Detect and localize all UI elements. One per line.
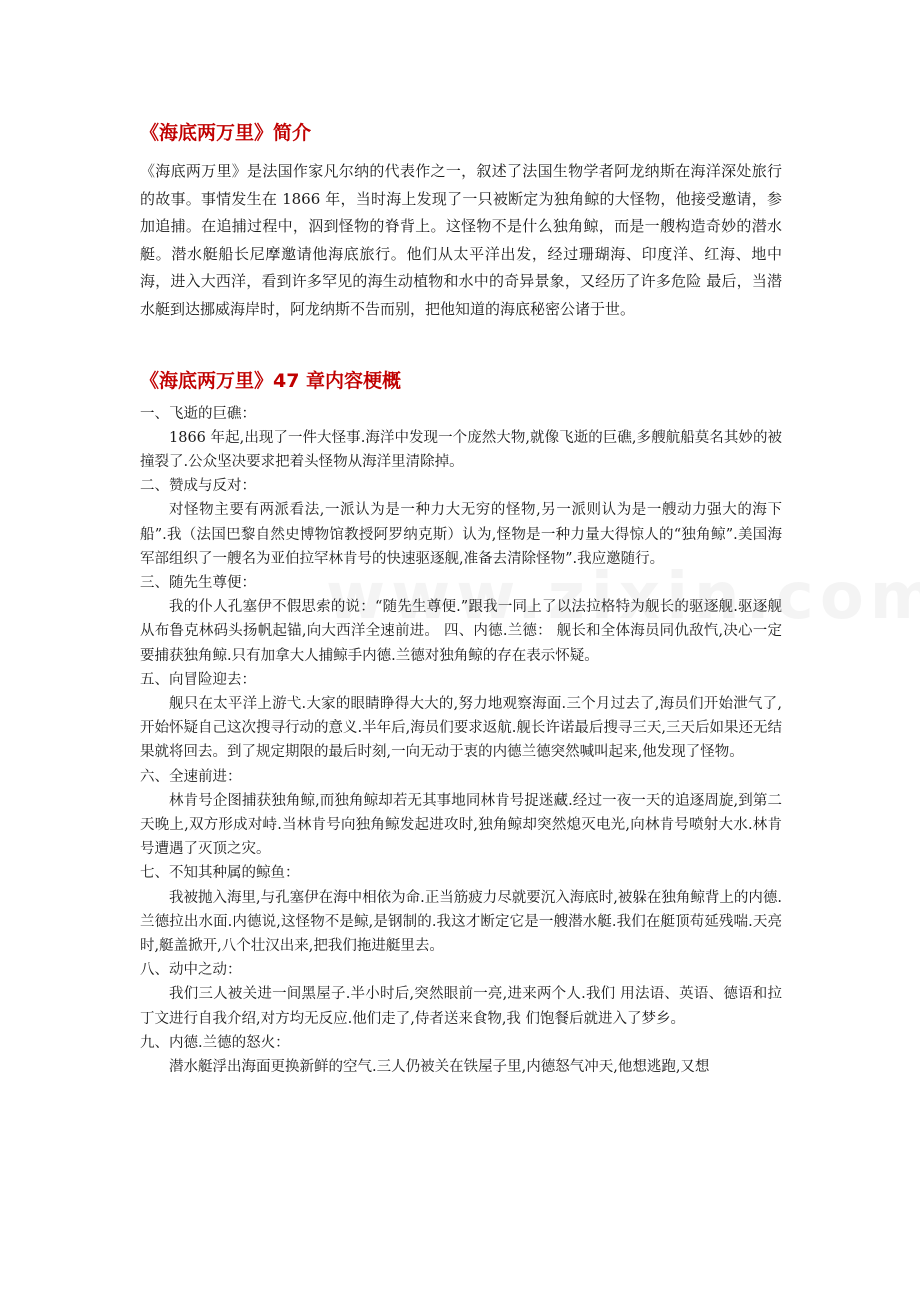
chapter-body: 我被抛入海里,与孔塞伊在海中相依为命.正当筋疲力尽就要沉入海底时,被躲在独角鲸背上的内德.兰德拉出水面.内德说,这怪物不是鲸,是钢制的.我这才断定它是一艘潜水艇.我们在艇顶苟延残喘.天亮时,艇盖掀开,八个壮汉出来,把我们拖进艇里去。 [140,889,782,955]
chapter-list [140,402,782,1080]
chapter-body: 林肯号企图捕获独角鲸,而独角鲸却若无其事地同林肯号捉迷藏.经过一夜一天的追逐周旋,到第二天晚上,双方形成对峙.当林肯号向独角鲸发起进攻时,独角鲸却突然熄灭电光,向林肯号喷射大水.林肯号遭遇了灭顶之灾。 [140,792,782,858]
chapter-title: 二、赞成与反对： [140,478,256,495]
chapter-title: 六、全速前进： [140,768,242,785]
chapter-body: 我的仆人孔塞伊不假思索的说：“随先生尊便.”跟我一同上了以法拉格特为舰长的驱逐舰.驱逐舰从布鲁克林码头扬帆起锚,向大西洋全速前进。 四、内德.兰德： 舰长和全体海员同仇敌忾,决心一定要捕获独角鲸.只有加拿大人捕鲸手内德.兰德对独角鲸的存在表示怀疑。 [140,599,782,664]
chapter-body: 对怪物主要有两派看法,一派认为是一种力大无穷的怪物,另一派则认为是一艘动力强大的海下船”.我（法国巴黎自然史博物馆教授阿罗纳克斯）认为,怪物是一种力量大得惊人的“独角鲸”.美国海军部组织了一艘名为亚伯拉罕林肯号的快速驱逐舰,准备去清除怪物”.我应邀随行。 [140,502,782,567]
summary-heading: 《海底两万里》47 章内容梗概 [140,369,402,392]
intro-heading: 《海底两万里》简介 [140,122,312,144]
chapter-body: 我们三人被关进一间黑屋子.半小时后,突然眼前一亮,进来两个人.我们 用法语、英语、德语和拉丁文进行自我介绍,对方均无反应.他们走了,侍者送来食物,我 们饱餐后就进入了梦乡。 [140,986,782,1027]
chapter-title: 五、向冒险迎去： [140,671,256,688]
chapter-body: 1866 年起,出现了一件大怪事.海洋中发现一个庞然大物,就像飞逝的巨礁,多艘航船莫名其妙的被撞裂了.公众坚决要求把着头怪物从海洋里清除掉。 [140,429,782,470]
chapter-title: 三、随先生尊便： [140,574,256,591]
document-page [140,118,782,1079]
chapter-title: 一、飞逝的巨礁： [140,405,256,422]
chapter-body: 潜水艇浮出海面更换新鲜的空气.三人仍被关在铁屋子里,内德怒气冲天,他想逃跑,又想 [169,1059,710,1076]
chapter-title: 七、不知其种属的鲸鱼： [140,865,300,882]
chapter-title: 九、内德.兰德的怒火： [140,1034,290,1051]
chapter-body: 舰只在太平洋上游弋.大家的眼睛睁得大大的,努力地观察海面.三个月过去了,海员们开始泄气了,开始怀疑自己这次搜寻行动的意义.半年后,海员们要求返航.舰长许诺最后搜寻三天,三天后如果还无结果就将回去。到了规定期限的最后时刻,一向无动于衷的内德兰德突然喊叫起来,他发现了怪物。 [140,696,782,761]
chapter-title: 八、动中之动： [140,962,242,979]
intro-paragraph: 《海底两万里》是法国作家凡尔纳的代表作之一，叙述了法国生物学者阿龙纳斯在海洋深处旅行的故事。事情发生在 1866 年，当时海上发现了一只被断定为独角鲸的大怪物，他接受邀请，参加追捕。在追捕过程中，泅到怪物的脊背上。这怪物不是什么独角鲸，而是一艘构造奇妙的潜水艇。潜水艇船长尼摩邀请他海底旅行。他们从太平洋出发，经过珊瑚海、印度洋、红海、地中海，进入大西洋，看到许多罕见的海生动植物和水中的奇异景象，又经历了许多危险 最后，当潜水艇到达挪威海岸时，阿龙纳斯不告而别，把他知道的海底秘密公诸于世。 [140,162,782,318]
